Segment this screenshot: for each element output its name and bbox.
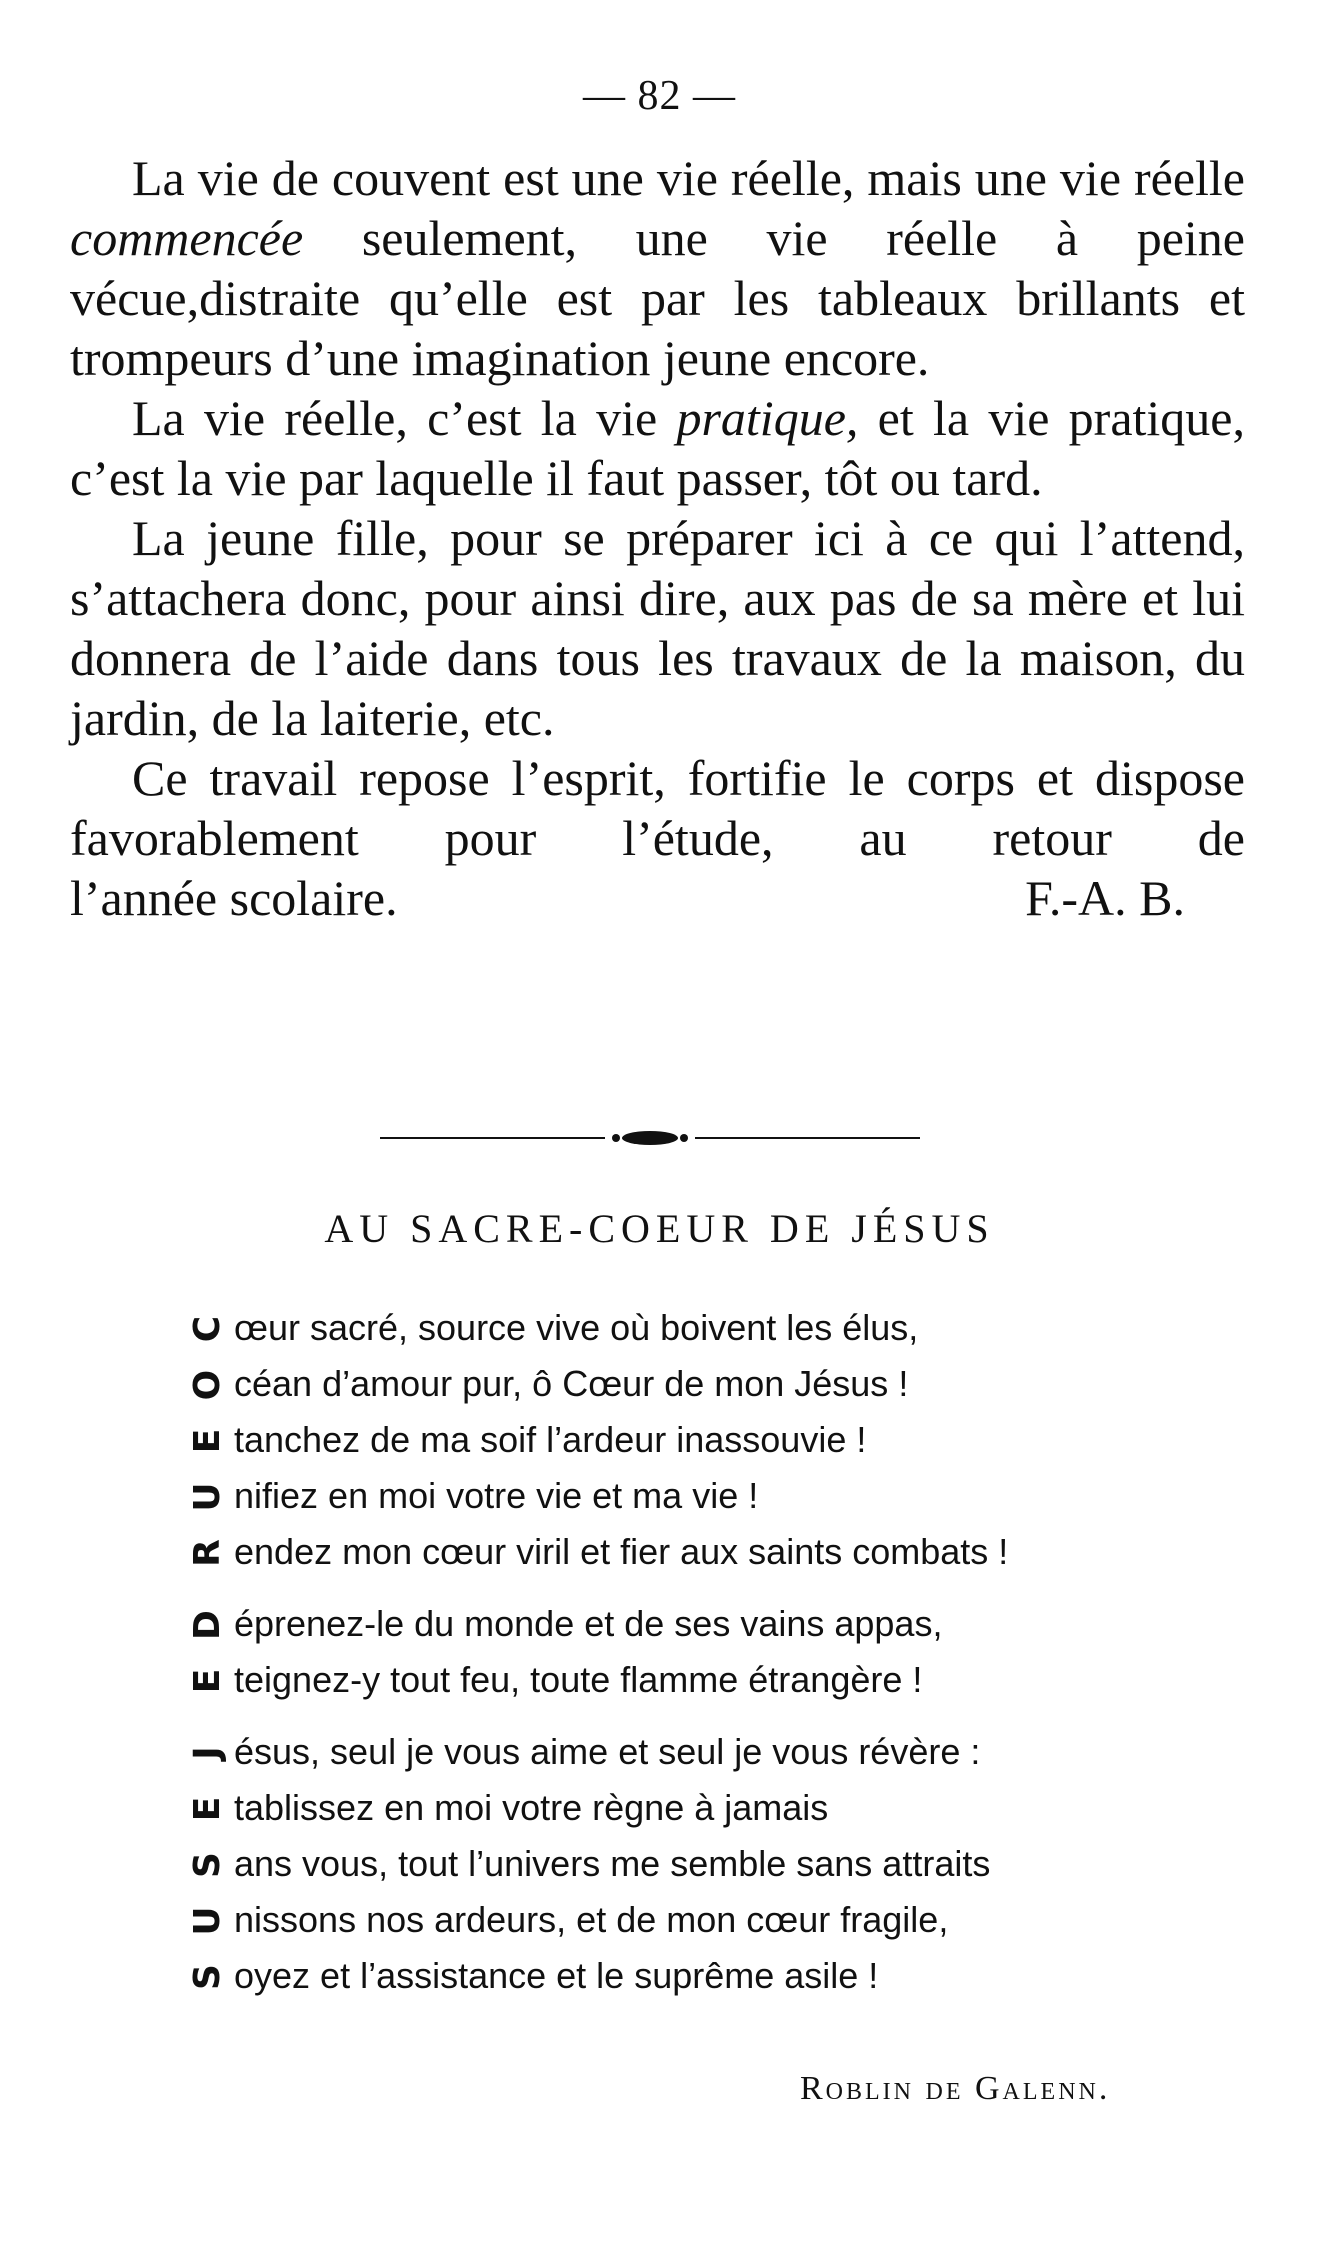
- paragraph-1-text-a: La vie de couvent est une vie réelle, mais une vie réelle: [132, 150, 1245, 206]
- paragraph-2: [70, 388, 1245, 508]
- verse-text: teignez-y tout feu, toute flamme étrangère !: [234, 1659, 923, 1700]
- verse-text: tablissez en moi votre règne à jamais: [234, 1787, 829, 1828]
- poem-verse: [187, 1724, 1250, 1780]
- acrostic-initial: D: [187, 1610, 228, 1640]
- acrostic-initial: E: [187, 1428, 228, 1454]
- acrostic-initial: S: [187, 1964, 228, 1990]
- poem-body: [187, 1300, 1250, 2020]
- poem-stanza: [187, 1300, 1250, 1580]
- verse-text: œur sacré, source vive où boivent les élus,: [234, 1307, 919, 1348]
- verse-text: ans vous, tout l’univers me semble sans attraits: [234, 1843, 991, 1884]
- paragraph-1: [70, 148, 1245, 388]
- verse-text: nissons nos ardeurs, et de mon cœur fragile,: [234, 1899, 949, 1940]
- poem-stanza: [187, 1724, 1250, 2004]
- paragraph-1-italic: commencée: [70, 210, 304, 266]
- poem-verse: [187, 1652, 1250, 1708]
- signature: F.-A. B.: [1025, 870, 1185, 926]
- verse-text: nifiez en moi votre vie et ma vie !: [234, 1475, 759, 1516]
- acrostic-initial: U: [187, 1906, 228, 1936]
- poem-verse: [187, 1524, 1250, 1580]
- ornamental-rule: [380, 1128, 920, 1148]
- acrostic-initial: C: [187, 1315, 228, 1343]
- verse-text: céan d’amour pur, ô Cœur de mon Jésus !: [234, 1363, 909, 1404]
- acrostic-initial: U: [187, 1482, 228, 1512]
- poem-verse: [187, 1596, 1250, 1652]
- paragraph-4: Ce travail repose l’esprit, fortifie le corps et dispose favorablement pour l’étude, au retour de: [70, 750, 1245, 866]
- prose-body: [70, 148, 1245, 928]
- acrostic-initial: E: [187, 1668, 228, 1694]
- paragraph-2-text-b: et la vie pratique, c’est la vie par laquelle il faut passer, tôt ou tard.: [70, 390, 1245, 506]
- poem-verse: [187, 1356, 1250, 1412]
- verse-text: tanchez de ma soif l’ardeur inassouvie !: [234, 1419, 867, 1460]
- acrostic-initial: E: [187, 1796, 228, 1822]
- verse-text: endez mon cœur viril et fier aux saints combats !: [234, 1531, 1009, 1572]
- verse-text: éprenez-le du monde et de ses vains appas,: [234, 1603, 943, 1644]
- paragraph-1-text-b: seulement, une vie réelle à peine vécue,distraite qu’elle est par les tableaux brillants et trompeurs d’une imagination jeune encore.: [70, 210, 1245, 386]
- paragraph-4-last-line: l’année scolaire.: [70, 870, 398, 926]
- poem-title: AU SACRE-COEUR DE JÉSUS: [324, 1206, 995, 1251]
- acrostic-initial: J: [187, 1746, 228, 1760]
- poem-stanza: [187, 1596, 1250, 1708]
- acrostic-initial: S: [187, 1852, 228, 1878]
- verse-text: oyez et l’assistance et le suprême asile !: [234, 1955, 879, 1996]
- paragraph-2-text-a: La vie réelle, c’est la vie: [132, 390, 677, 446]
- signature-line: [70, 868, 1245, 928]
- acrostic-initial: R: [187, 1539, 228, 1567]
- page-number: — 82 —: [583, 73, 736, 119]
- poem-verse: [187, 1892, 1250, 1948]
- paragraph-2-italic: pratique,: [676, 390, 859, 446]
- poem-verse: [187, 1948, 1250, 2004]
- acrostic-initial: O: [187, 1369, 228, 1401]
- poem-verse: [187, 1412, 1250, 1468]
- poem-verse: [187, 1468, 1250, 1524]
- poem-verse: [187, 1836, 1250, 1892]
- poem-verse: [187, 1780, 1250, 1836]
- verse-text: ésus, seul je vous aime et seul je vous révère :: [234, 1731, 981, 1772]
- paragraph-3: La jeune fille, pour se préparer ici à ce qui l’attend, s’attachera donc, pour ainsi dire, aux pas de sa mère et lui donnera de l’aide dans tous les travaux de la maison, du jardin, de la laiterie, etc.: [70, 510, 1245, 746]
- poem-author: Roblin de Galenn.: [800, 2070, 1111, 2107]
- poem-verse: [187, 1300, 1250, 1356]
